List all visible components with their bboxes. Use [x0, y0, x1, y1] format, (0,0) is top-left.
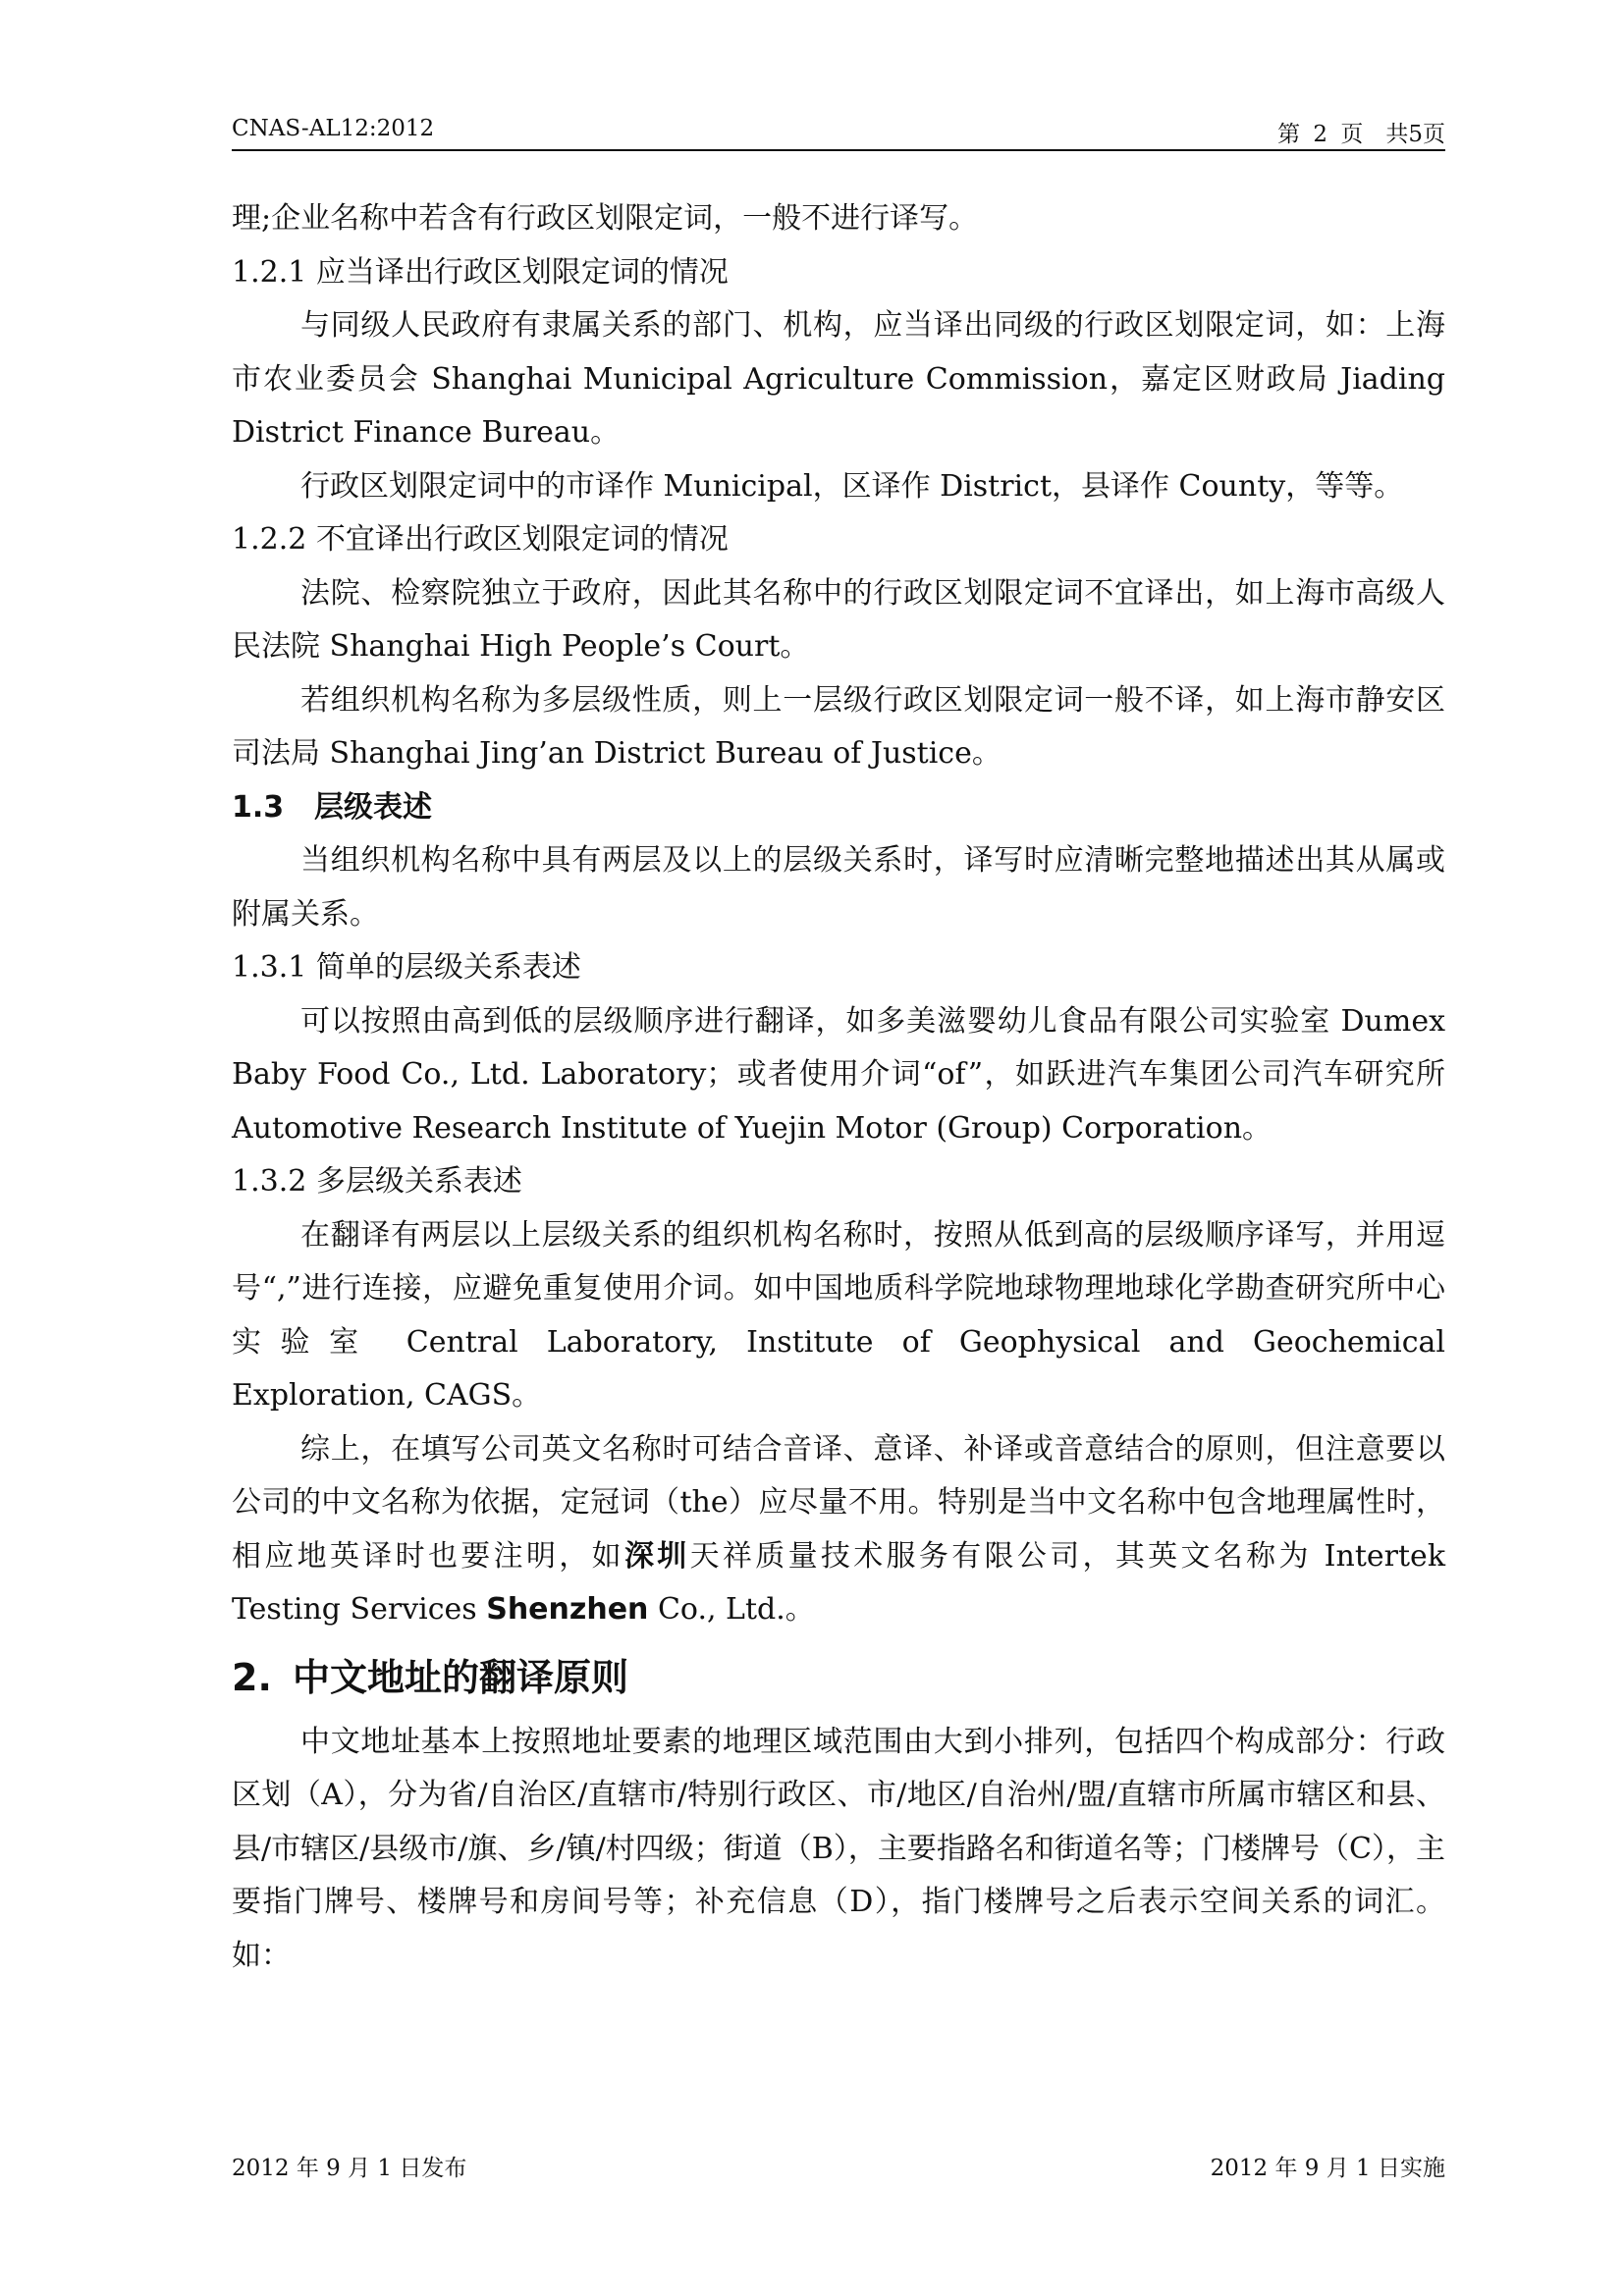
paragraph: 与同级人民政府有隶属关系的部门、机构，应当译出同级的行政区划限定词，如：上海市农业委员会 Shanghai Municipal Agriculture Commission，嘉定区财政局 Jiading District Finance Bureau。 — [232, 308, 1445, 450]
document-code: CNAS-AL12:2012 — [232, 116, 435, 141]
issue-date: 2012 年 9 月 1 日发布 — [232, 2156, 467, 2181]
bold-text-run: 深圳 — [623, 1538, 690, 1574]
paragraph: 可以按照由高到低的层级顺序进行翻译，如多美滋婴幼儿食品有限公司实验室 Dumex Baby Food Co., Ltd. Laboratory；或者使用介词“of”，如跃进汽车集团公司汽车研究所 Automotive Research Institute of Yuejin Motor (Group) Corporation。 — [232, 1003, 1445, 1146]
paragraph-summary — [232, 1423, 1445, 1637]
section-heading-2 — [232, 1643, 1445, 1712]
section-number: 1.3 — [232, 789, 285, 825]
effective-date: 2012 年 9 月 1 日实施 — [1210, 2156, 1445, 2181]
subsection-heading-1-3-1: 1.3.1 简单的层级关系表述 — [232, 950, 581, 985]
header-divider — [232, 149, 1445, 151]
paragraph: 若组织机构名称为多层级性质，则上一层级行政区划限定词一般不译，如上海市静安区司法局 Shanghai Jing’an District Bureau of Justice。 — [232, 682, 1445, 771]
text-run: 综上，在填写公司英文名称时可结合音译、意译、补译或音意结合的原则，但注意要以公司的中文名称为依据，定冠词（the）应尽量不用。特别是当中文名称中包含地理属性时，相应地英译时也要注明，如 — [232, 1431, 1445, 1574]
paragraph: 法院、检察院独立于政府，因此其名称中的行政区划限定词不宜译出，如上海市高级人民法院 Shanghai High People’s Court。 — [232, 575, 1445, 664]
paragraph: 中文地址基本上按照地址要素的地理区域范围由大到小排列，包括四个构成部分：行政区划（A），分为省/自治区/直辖市/特别行政区、市/地区/自治州/盟/直辖市所属市辖区和县、县/市辖区/县级市/旗、乡/镇/村四级；街道（B），主要指路名和街道名等；门楼牌号（C），主要指门牌号、楼牌号和房间号等；补充信息（D），指门楼牌号之后表示空间关系的词汇。如： — [232, 1724, 1445, 1973]
bold-text-run: Shenzhen — [486, 1592, 649, 1627]
section-number: 2. — [232, 1655, 272, 1699]
subsection-heading-1-2-1: 1.2.1 应当译出行政区划限定词的情况 — [232, 254, 729, 290]
page-number: 第 2 页 共5页 — [1277, 122, 1445, 147]
section-title: 中文地址的翻译原则 — [293, 1655, 629, 1699]
paragraph: 在翻译有两层以上层级关系的组织机构名称时，按照从低到高的层级顺序译写，并用逗号“,”进行连接，应避免重复使用介词。如中国地质科学院地球物理地球化学勘查研究所中心实验室 Central Laboratory, Institute of Geophysical and Geochemical Exploration, CAGS。 — [232, 1217, 1445, 1413]
text-run: Co., Ltd.。 — [648, 1592, 815, 1627]
paragraph-continued: 理;企业名称中若含有行政区划限定词，一般不进行译写。 — [232, 201, 979, 236]
section-title: 层级表述 — [314, 789, 432, 825]
subsection-heading-1-3-2: 1.3.2 多层级关系表述 — [232, 1164, 522, 1199]
document-body — [232, 192, 1445, 1983]
paragraph: 当组织机构名称中具有两层及以上的层级关系时，译写时应清晰完整地描述出其从属或附属关系。 — [232, 843, 1445, 932]
text-run: 天祥质量技术服务有限公司，其英文名称为 Intertek Testing Services — [232, 1538, 1445, 1627]
subsection-heading-1-2-2: 1.2.2 不宜译出行政区划限定词的情况 — [232, 522, 729, 557]
section-heading-1-3 — [232, 781, 1445, 835]
paragraph: 行政区划限定词中的市译作 Municipal，区译作 District，县译作 County，等等。 — [300, 468, 1404, 504]
